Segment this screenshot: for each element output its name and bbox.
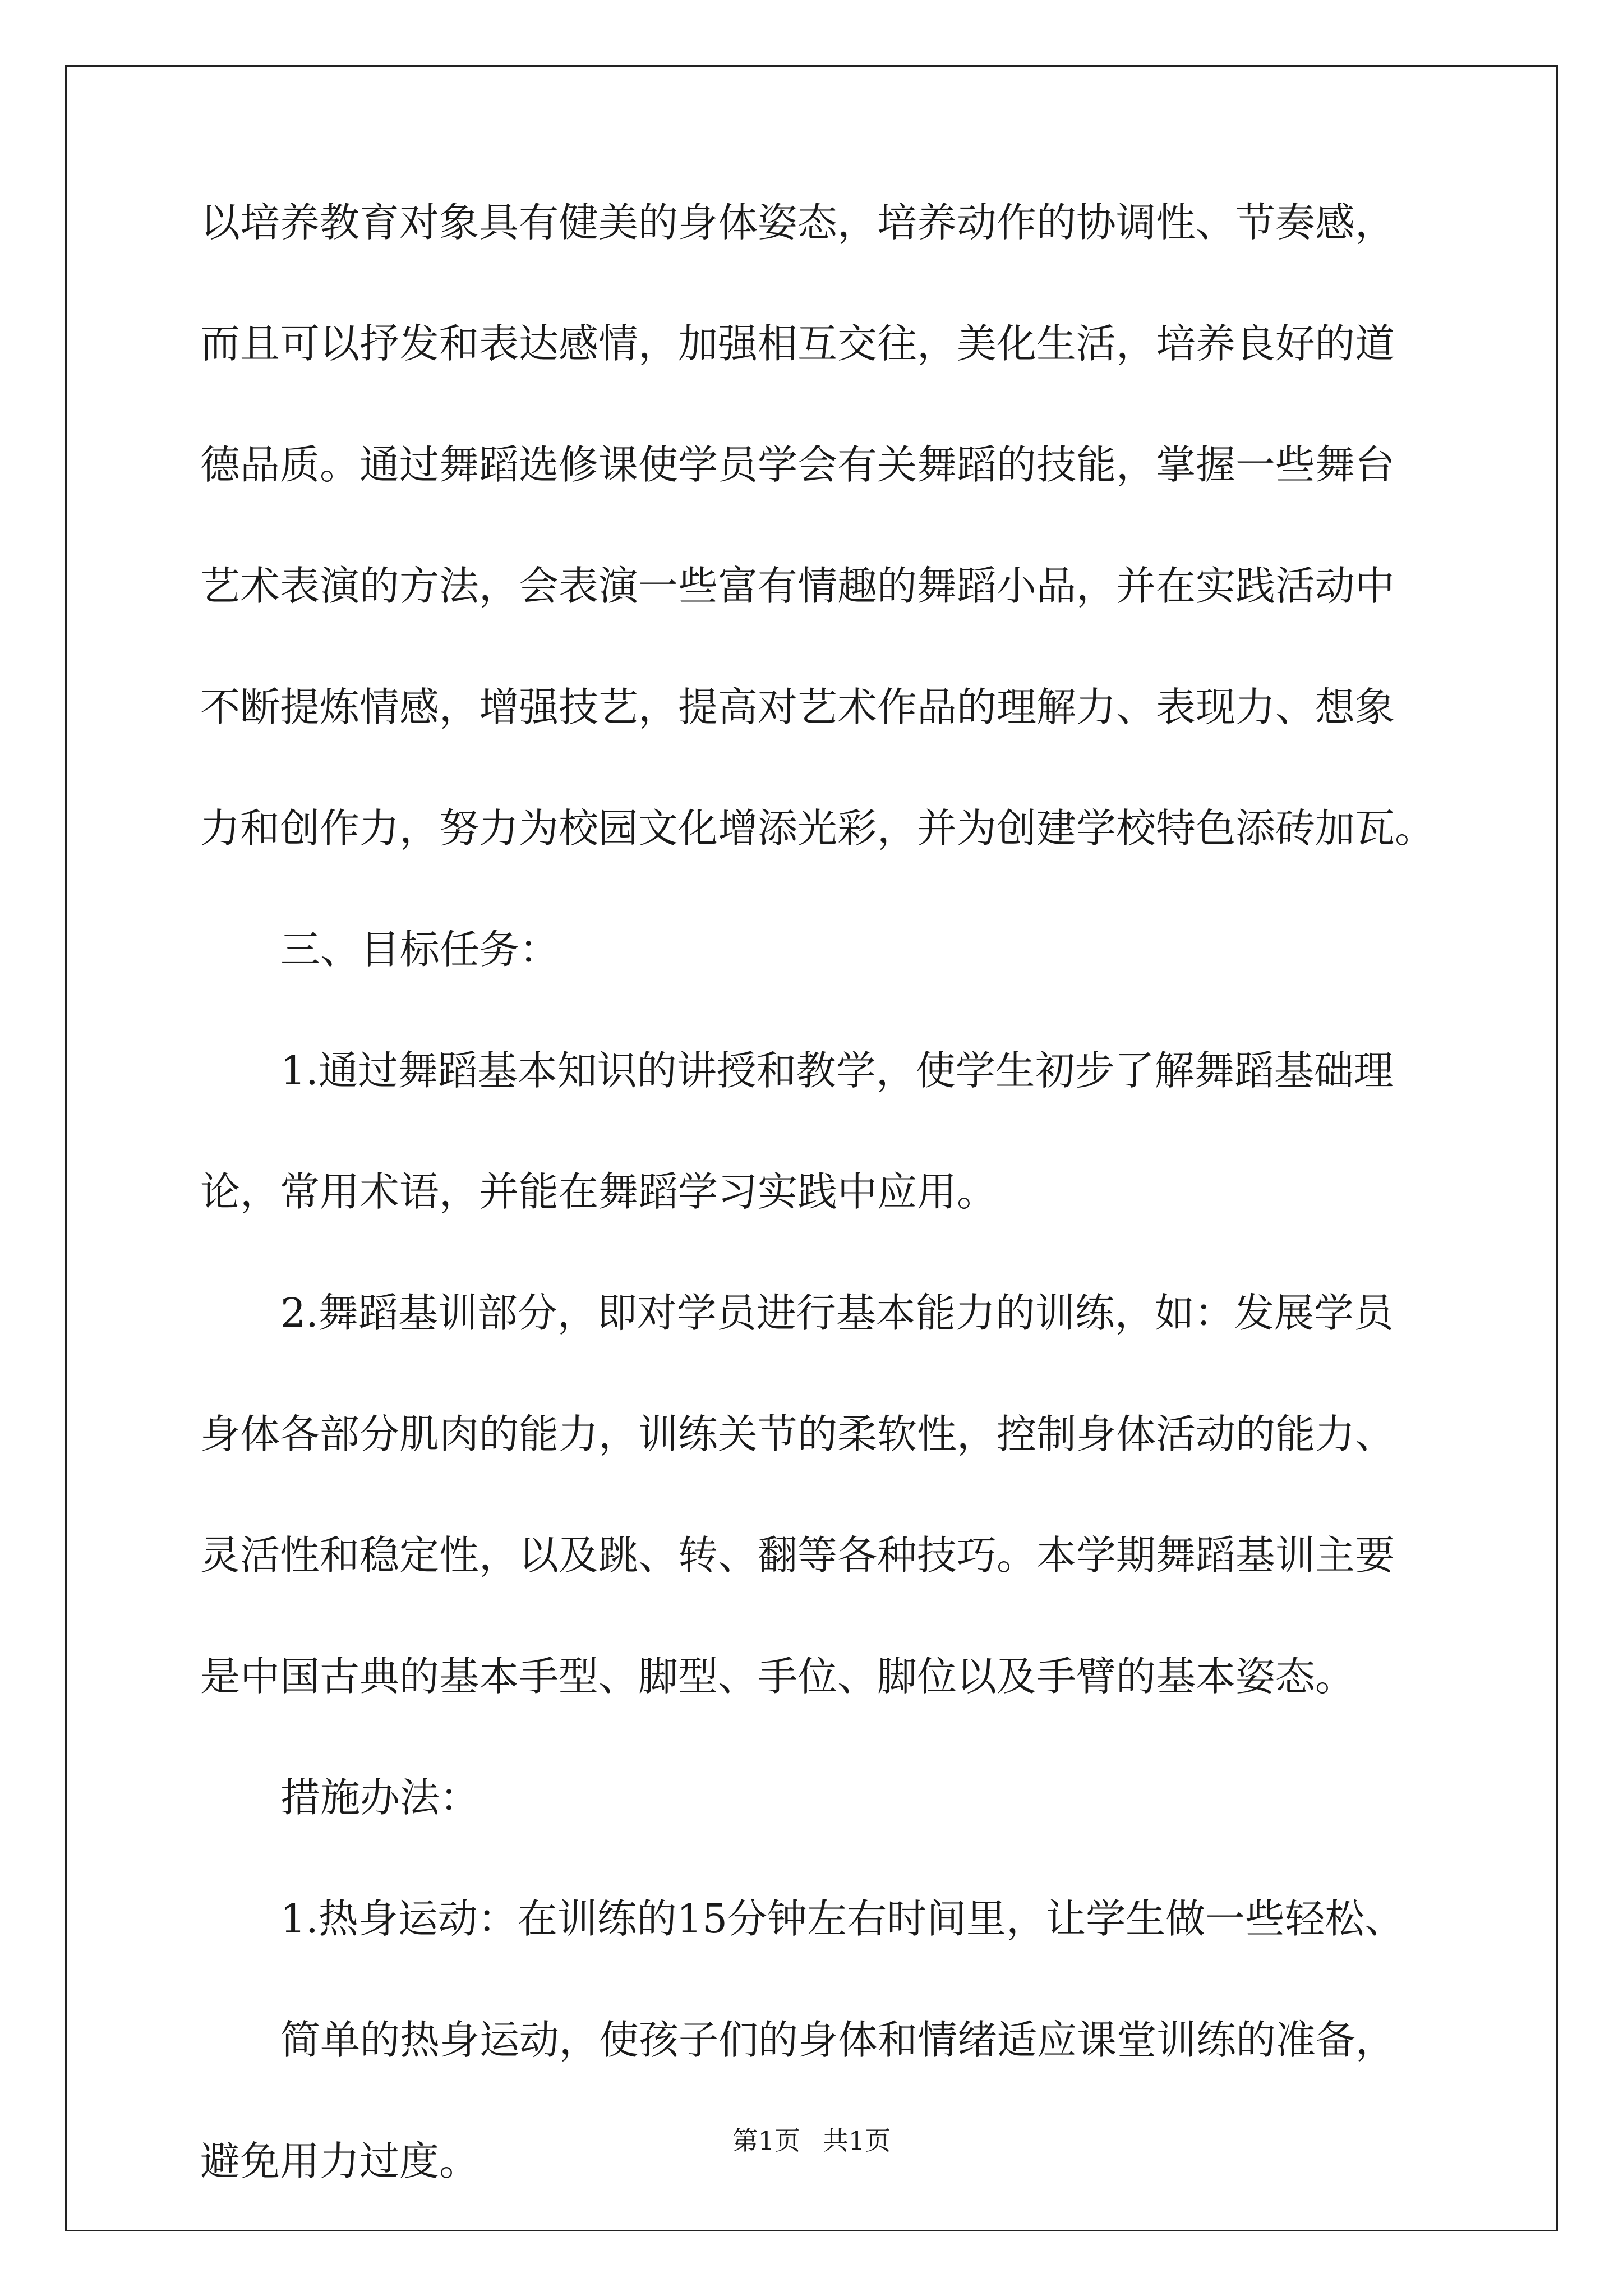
text-line-17: 避免用力过度。 [200, 2138, 479, 2184]
page-footer [0, 2120, 1623, 2157]
text-line-9: 论，常用术语，并能在舞蹈学习实践中应用。 [200, 1168, 997, 1215]
text-line-1: 以培养教育对象具有健美的身体姿态，培养动作的协调性、节奏感， [200, 199, 1395, 246]
text-line-16: 简单的热身运动，使孩子们的身体和情绪适应课堂训练的准备， [280, 2017, 1396, 2063]
text-line-4: 艺术表演的方法，会表演一些富有情趣的舞蹈小品，并在实践活动中 [200, 563, 1395, 609]
page-number-current: 第1页 [732, 2125, 800, 2156]
text-line-13: 是中国古典的基本手型、脚型、手位、脚位以及手臂的基本姿态。 [200, 1653, 1355, 1700]
section-heading-objectives: 三、目标任务： [280, 926, 560, 973]
text-line-6: 力和创作力，努力为校园文化增添光彩，并为创建学校特色添砖加瓦。 [200, 805, 1435, 852]
text-line-11: 身体各部分肌肉的能力，训练关节的柔软性，控制身体活动的能力、 [200, 1411, 1395, 1457]
page-number-total: 共1页 [823, 2125, 891, 2156]
text-line-8: 1.通过舞蹈基本知识的讲授和教学，使学生初步了解舞蹈基础理 [280, 1047, 1394, 1094]
text-line-10: 2.舞蹈基训部分，即对学员进行基本能力的训练，如：发展学员 [280, 1290, 1394, 1336]
text-line-15: 1.热身运动：在训练的15分钟左右时间里，让学生做一些轻松、 [280, 1895, 1405, 1942]
text-line-2: 而且可以抒发和表达感情，加强相互交往，美化生活，培养良好的道 [200, 320, 1395, 367]
text-line-3: 德品质。通过舞蹈选修课使学员学会有关舞蹈的技能，掌握一些舞台 [200, 441, 1395, 488]
text-line-5: 不断提炼情感，增强技艺，提高对艺术作品的理解力、表现力、想象 [200, 684, 1395, 730]
text-line-12: 灵活性和稳定性，以及跳、转、翻等各种技巧。本学期舞蹈基训主要 [200, 1532, 1395, 1579]
document-body [200, 199, 1462, 2262]
section-heading-measures: 措施办法： [280, 1774, 480, 1821]
